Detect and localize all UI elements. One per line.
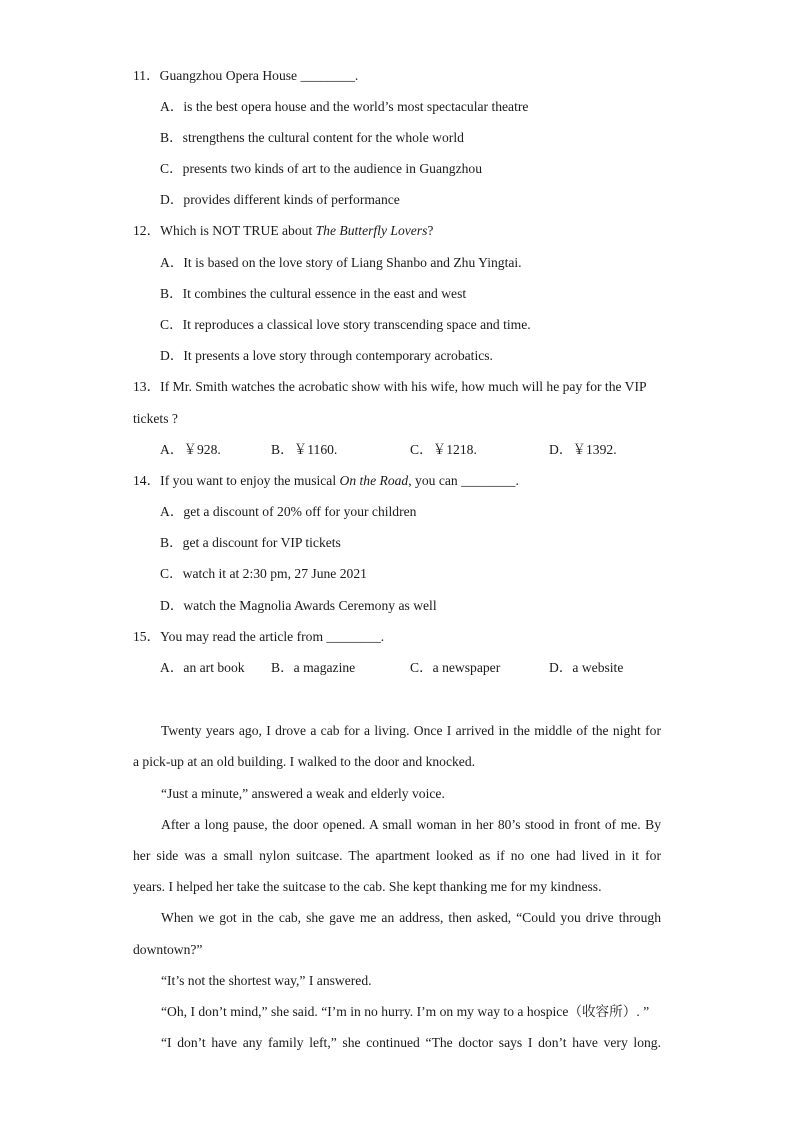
passage-p2: “Just a minute,” answered a weak and elderly voice. [161, 786, 445, 801]
question-14-stem-title: On the Road [339, 473, 409, 488]
question-12-option-b[interactable]: B．It combines the cultural essence in the east and west [160, 286, 467, 301]
passage-p3-line3: years. I helped her take the suitcase to the cab. She kept thanking me for my kindness. [133, 879, 602, 894]
passage-p1-line2: a pick-up at an old building. I walked to the door and knocked. [133, 754, 476, 769]
passage-p4-line2: downtown?” [133, 942, 203, 957]
question-13-option-d[interactable]: D．￥1392. [549, 442, 617, 457]
question-15-option-c[interactable]: C．a newspaper [410, 660, 501, 675]
question-11-option-a[interactable]: A．is the best opera house and the world’s most spectacular theatre [160, 99, 529, 114]
question-12-option-a[interactable]: A．It is based on the love story of Liang Shanbo and Zhu Yingtai. [160, 255, 522, 270]
question-13-option-c[interactable]: C．￥1218. [410, 442, 477, 457]
question-12-stem-suffix: ? [427, 223, 434, 238]
question-11-stem: 11．Guangzhou Opera House ________. [133, 68, 359, 83]
question-12-stem-prefix: 12．Which is NOT TRUE about [133, 223, 316, 238]
question-14-stem-suffix: , you can ________. [408, 473, 519, 488]
question-15-options [160, 659, 680, 677]
question-14-option-a[interactable]: A．get a discount of 20% off for your children [160, 504, 417, 519]
passage-p6: “Oh, I don’t mind,” she said. “I’m in no hurry. I’m on my way to a hospice（收容所）. ” [161, 1004, 650, 1019]
question-13-option-a[interactable]: A．￥928. [160, 442, 221, 457]
passage-p5: “It’s not the shortest way,” I answered. [161, 973, 372, 988]
question-15-option-d[interactable]: D．a website [549, 660, 624, 675]
passage-p3-line1: After a long pause, the door opened. A small woman in her 80’s stood in front of me. By [161, 817, 661, 832]
passage-p7: “I don’t have any family left,” she continued “The doctor says I don’t have very long. [161, 1035, 661, 1050]
question-11-option-d[interactable]: D．provides different kinds of performance [160, 192, 400, 207]
question-12-stem [133, 222, 433, 240]
question-12-option-d[interactable]: D．It presents a love story through contemporary acrobatics. [160, 348, 493, 363]
question-15-option-b[interactable]: B．a magazine [271, 660, 356, 675]
passage-p4-line1: When we got in the cab, she gave me an address, then asked, “Could you drive through [161, 910, 661, 925]
question-14-option-b[interactable]: B．get a discount for VIP tickets [160, 535, 341, 550]
question-12-stem-title: The Butterfly Lovers [315, 223, 428, 238]
passage-p3-line2: her side was a small nylon suitcase. The apartment looked as if no one had lived in it for [133, 848, 661, 863]
question-14-stem-prefix: 14．If you want to enjoy the musical [133, 473, 340, 488]
question-14-option-d[interactable]: D．watch the Magnolia Awards Ceremony as well [160, 598, 437, 613]
question-13-stem-line2: tickets ? [133, 411, 178, 426]
passage-p1-line1: Twenty years ago, I drove a cab for a living. Once I arrived in the middle of the night for [161, 723, 661, 738]
question-15-option-a[interactable]: A．an art book [160, 660, 245, 675]
question-13-options [160, 441, 680, 459]
question-13-option-b[interactable]: B．￥1160. [271, 442, 338, 457]
question-15-stem: 15．You may read the article from ________. [133, 629, 385, 644]
question-13-stem-line1: 13．If Mr. Smith watches the acrobatic show with his wife, how much will he pay for the VIP [133, 379, 647, 394]
question-12-option-c[interactable]: C．It reproduces a classical love story transcending space and time. [160, 317, 531, 332]
question-14-stem [133, 472, 519, 490]
question-14-option-c[interactable]: C．watch it at 2:30 pm, 27 June 2021 [160, 566, 367, 581]
question-11-option-c[interactable]: C．presents two kinds of art to the audience in Guangzhou [160, 161, 483, 176]
question-11-option-b[interactable]: B．strengthens the cultural content for the whole world [160, 130, 464, 145]
